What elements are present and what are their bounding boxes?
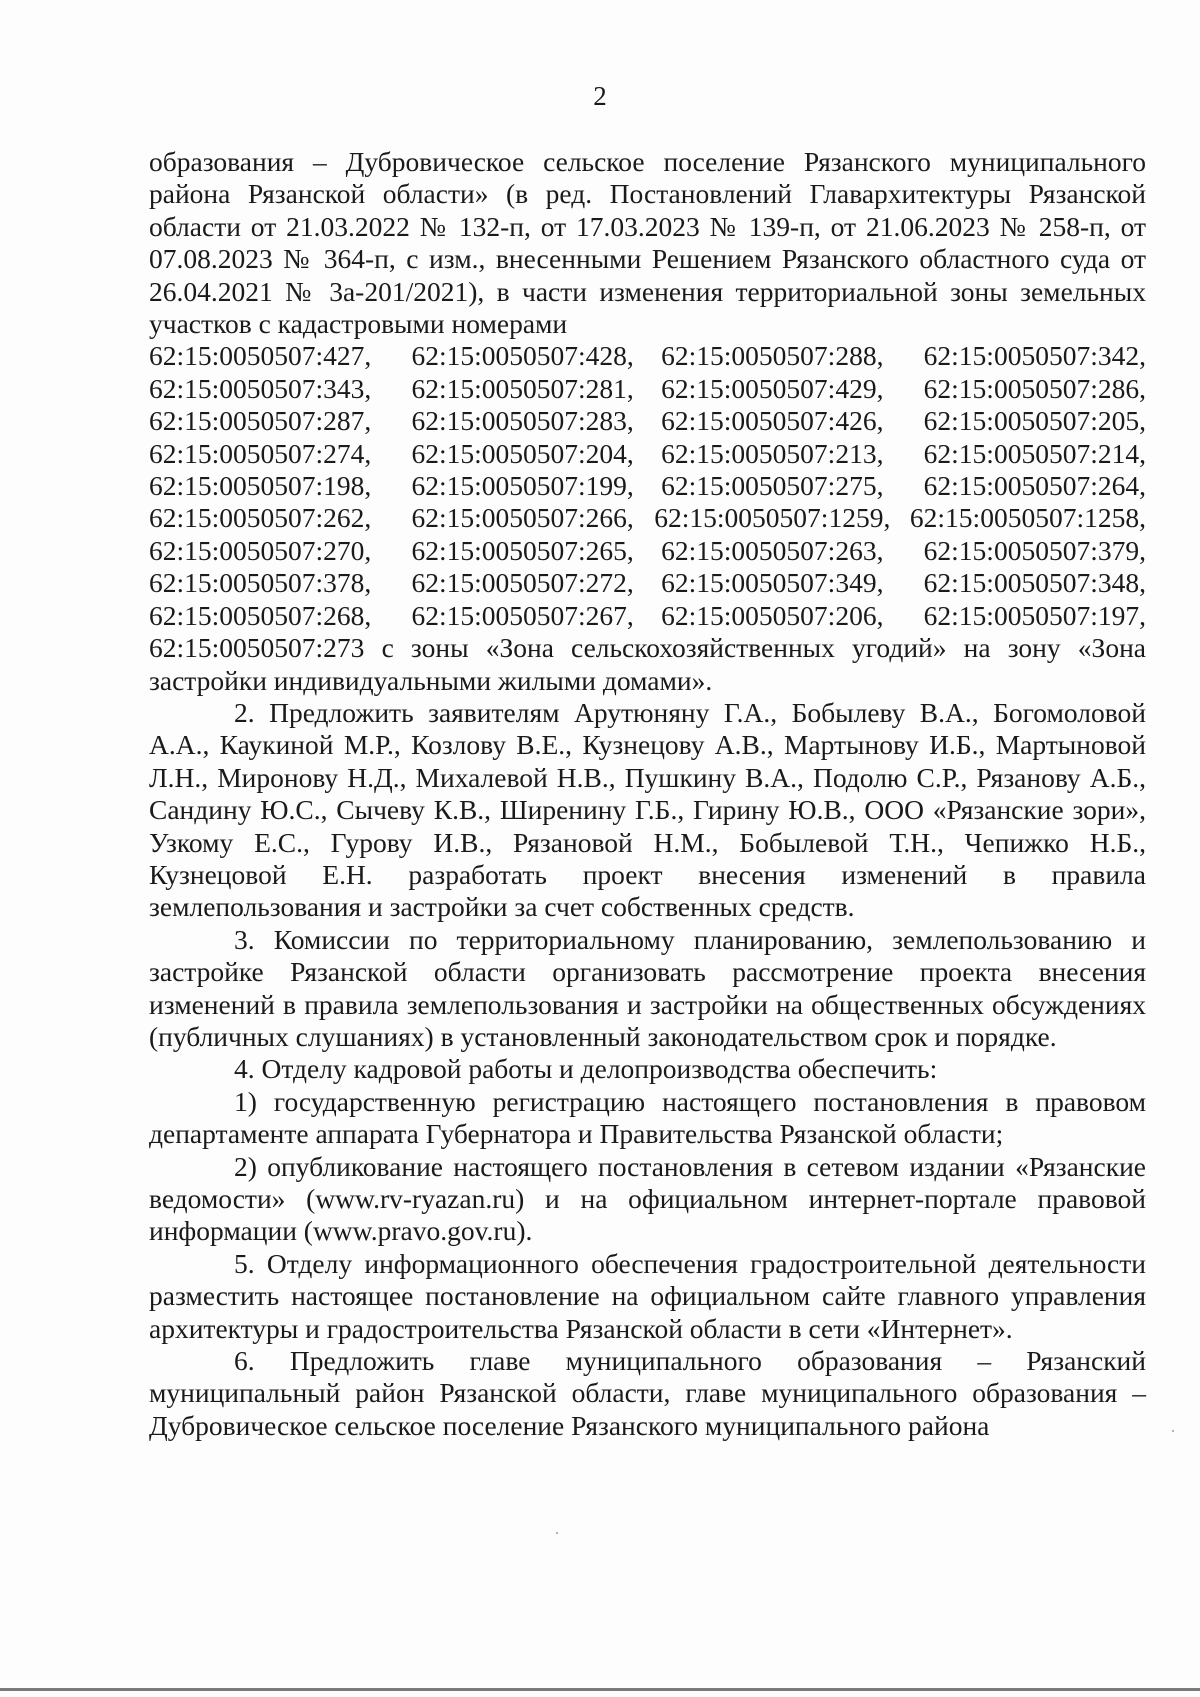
paragraph-4-1-registration: 1) государственную регистрацию настоящего постановления в правовом департаменте аппарата Губернатора и Правительства Рязанской области;	[149, 1085, 1146, 1150]
cadastral-number: 62:15:0050507:263,	[661, 534, 884, 566]
scan-speck	[1172, 1430, 1174, 1432]
paragraph-5-information-department: 5. Отделу информационного обеспечения градостроительной деятельности разместить настоящее постановление на официальном сайте главного управления архитектуры и градостроительства Рязанской области в сети «Интернет».	[149, 1247, 1146, 1344]
cadastral-number: 62:15:0050507:426,	[661, 405, 884, 437]
cadastral-number: 62:15:0050507:1258,	[909, 502, 1146, 534]
cadastral-number: 62:15:0050507:206,	[661, 599, 884, 631]
cadastral-number: 62:15:0050507:205,	[923, 405, 1146, 437]
cadastral-number: 62:15:0050507:270,	[149, 534, 372, 566]
cadastral-number: 62:15:0050507:342,	[923, 340, 1146, 372]
cadastral-number: 62:15:0050507:204,	[411, 437, 634, 469]
cadastral-number: 62:15:0050507:272,	[411, 567, 634, 599]
cadastral-number: 62:15:0050507:378,	[149, 567, 372, 599]
cadastral-number: 62:15:0050507:1259,	[654, 502, 891, 534]
document-body	[149, 146, 1146, 1442]
cadastral-number-list	[149, 340, 1146, 632]
cadastral-number: 62:15:0050507:264,	[923, 470, 1146, 502]
cadastral-number: 62:15:0050507:262,	[149, 502, 372, 534]
cadastral-number: 62:15:0050507:214,	[923, 437, 1146, 469]
cadastral-number: 62:15:0050507:268,	[149, 599, 372, 631]
cadastral-number: 62:15:0050507:274,	[149, 437, 372, 469]
scan-speck	[556, 1532, 558, 1534]
cadastral-number: 62:15:0050507:287,	[149, 405, 372, 437]
paragraph-2-applicants: 2. Предложить заявителям Арутюняну Г.А., Бобылеву В.А., Богомоловой А.А., Каукиной М.Р., Козлову В.Е., Кузнецову А.В., Мартынову И.Б., Мартыновой Л.Н., Миронову Н.Д., Михалевой Н.В., Пушкину В.А., Подолю С.Р., Рязанову А.Б., Сандину Ю.С., Сычеву К.В., Ширенину Г.Б., Гирину Ю.В., ООО «Рязанские зори», Узкому Е.С., Гурову И.В., Рязановой Н.М., Бобылевой Т.Н., Чепижко Н.Б., Кузнецовой Е.Н. разработать проект внесения изменений в правила землепользования и застройки за счет собственных средств.	[149, 696, 1146, 923]
cadastral-number: 62:15:0050507:198,	[149, 470, 372, 502]
paragraph-3-commission: 3. Комиссии по территориальному планированию, землепользованию и застройке Рязанской области организовать рассмотрение проекта внесения изменений в правила землепользования и застройки на общественных обсуждениях (публичных слушаниях) в установленный законодательством срок и порядке.	[149, 923, 1146, 1052]
cadastral-number: 62:15:0050507:286,	[923, 372, 1146, 404]
intro-paragraph: образования – Дубровическое сельское поселение Рязанского муниципального района Рязанской области» (в ред. Постановлений Главархитектуры Рязанской области от 21.03.2022 № 132-п, от 17.03.2023 № 139-п, от 21.06.2023 № 258-п, от 07.08.2023 № 364-п, с изм., внесенными Решением Рязанского областного суда от 26.04.2021 № 3а-201/2021), в части изменения территориальной зоны земельных участков с кадастровыми номерами	[149, 146, 1146, 340]
page-number: 2	[593, 81, 607, 111]
cadastral-number: 62:15:0050507:283,	[411, 405, 634, 437]
paragraph-4-2-publication: 2) опубликование настоящего постановления в сетевом издании «Рязанские ведомости» (www.rv-ryazan.ru) и на официальном интернет-портале правовой информации (www.pravo.gov.ru).	[149, 1150, 1146, 1247]
cadastral-number: 62:15:0050507:343,	[149, 372, 372, 404]
cadastral-number: 62:15:0050507:266,	[411, 502, 634, 534]
cadastral-tail-paragraph: 62:15:0050507:273 с зоны «Зона сельскохозяйственных угодий» на зону «Зона застройки индивидуальными жилыми домами».	[149, 632, 1146, 696]
paragraph-4-records-department: 4. Отделу кадровой работы и делопроизводства обеспечить:	[234, 1053, 938, 1085]
cadastral-number: 62:15:0050507:427,	[149, 340, 372, 372]
cadastral-number: 62:15:0050507:349,	[661, 567, 884, 599]
cadastral-number: 62:15:0050507:348,	[923, 567, 1146, 599]
cadastral-number: 62:15:0050507:281,	[411, 372, 634, 404]
cadastral-number: 62:15:0050507:213,	[661, 437, 884, 469]
cadastral-number: 62:15:0050507:379,	[923, 534, 1146, 566]
cadastral-number: 62:15:0050507:265,	[411, 534, 634, 566]
cadastral-number: 62:15:0050507:288,	[661, 340, 884, 372]
cadastral-number: 62:15:0050507:429,	[661, 372, 884, 404]
paragraph-6-municipal-heads: 6. Предложить главе муниципального образования – Рязанский муниципальный район Рязанской области, главе муниципального образования – Дубровическое сельское поселение Рязанского муниципального района	[149, 1345, 1146, 1441]
cadastral-number: 62:15:0050507:267,	[411, 599, 634, 631]
cadastral-number: 62:15:0050507:275,	[661, 470, 884, 502]
cadastral-number: 62:15:0050507:199,	[411, 470, 634, 502]
cadastral-number: 62:15:0050507:428,	[411, 340, 634, 372]
scan-bottom-edge	[0, 1688, 1200, 1691]
cadastral-number: 62:15:0050507:197,	[923, 599, 1146, 631]
